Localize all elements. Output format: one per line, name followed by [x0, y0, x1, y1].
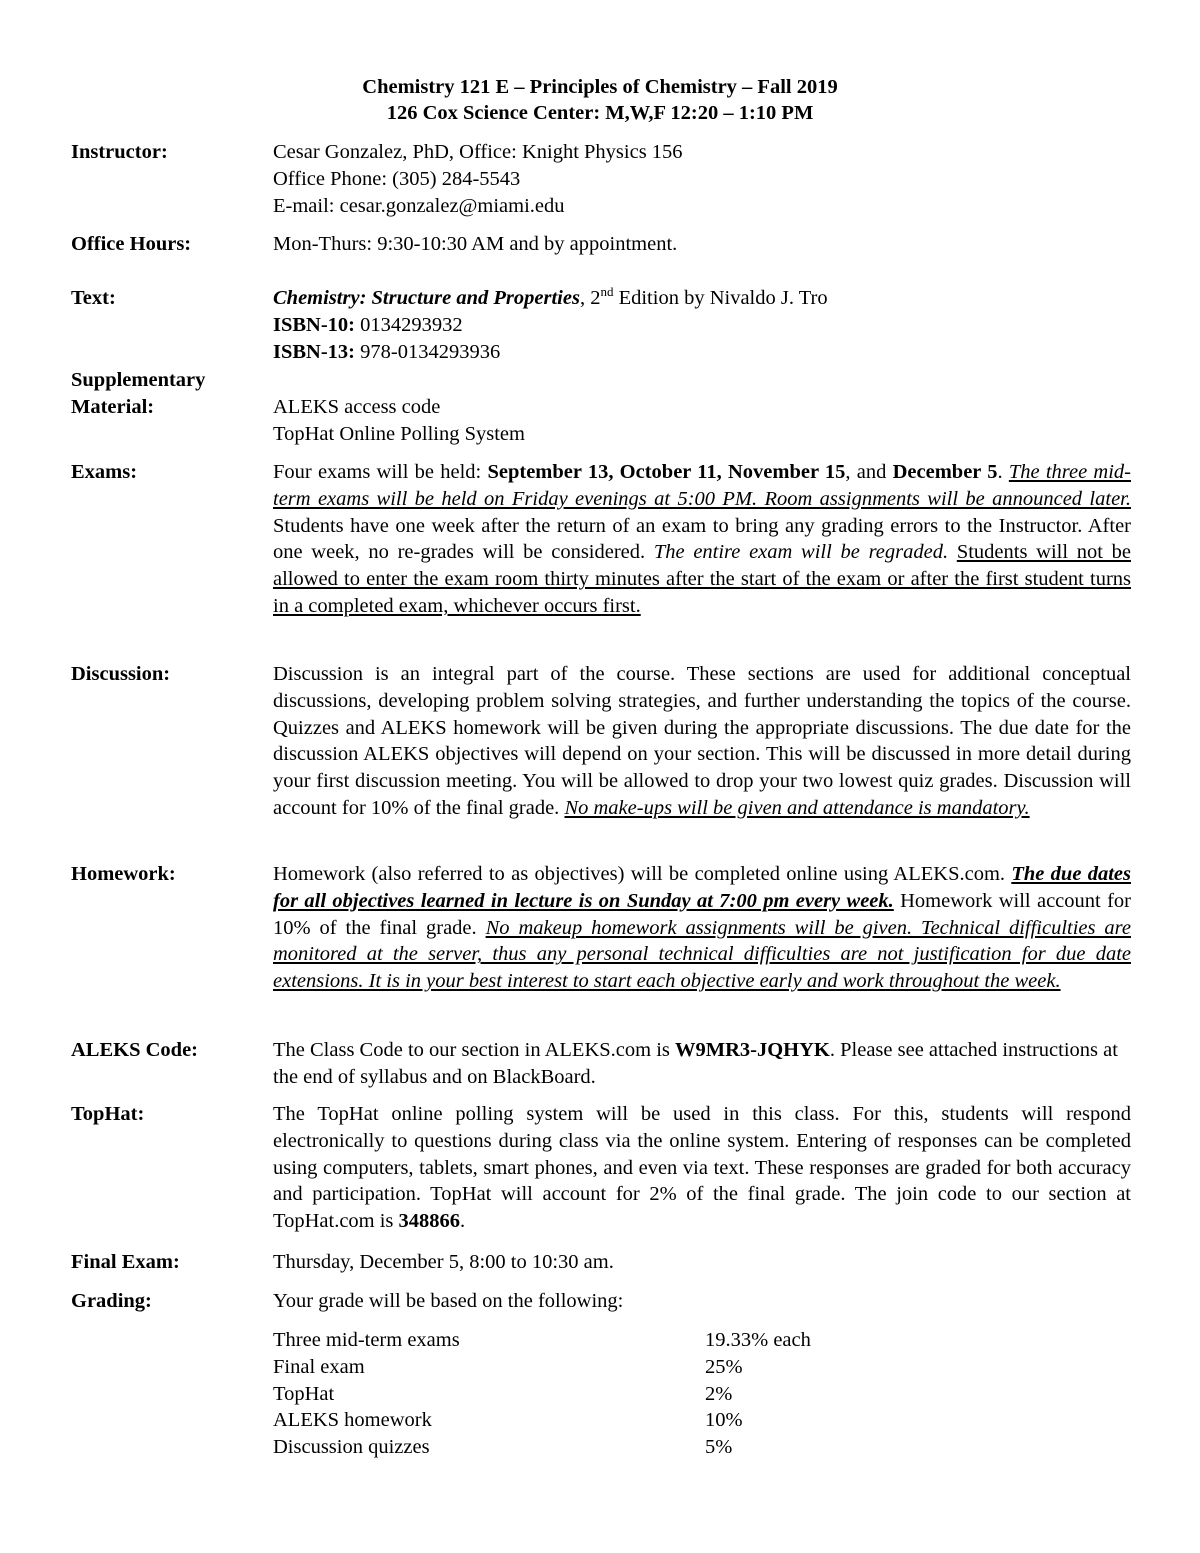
exam-date-last: December 5 — [892, 461, 998, 483]
homework-policy: No makeup homework assignments will be given. Technical difficulties are monitored at the server, thus any personal technical difficulties are not justification for due date extensions. It is in your best interest to start each objective early and work throughout the week. — [273, 916, 1131, 993]
grading-item-weight: 19.33% each — [705, 1329, 811, 1351]
exams-and: , and — [845, 461, 893, 483]
exams-intro: Four exams will be held: — [273, 461, 488, 483]
course-location: 126 Cox Science Center: M,W,F 12:20 – 1:10 PM — [386, 102, 814, 124]
grading-row — [273, 1407, 1131, 1434]
exams-period: . — [997, 461, 1009, 483]
supplementary-item-tophat: TopHat Online Polling System — [273, 422, 525, 445]
grading-item-name: TopHat — [273, 1382, 335, 1405]
tophat-period: . — [460, 1210, 466, 1233]
exams-late-rule: Students will not be allowed to enter the exam room thirty minutes after the start of the exam or after the first student turns in a completed exam, whichever occurs first. — [273, 541, 1131, 617]
discussion-text — [273, 661, 1131, 822]
office-hours-label: Office Hours: — [71, 233, 192, 255]
grading-item-name: Three mid-term exams — [273, 1329, 460, 1351]
grading-item-name: Discussion quizzes — [273, 1436, 430, 1459]
grading-row — [273, 1327, 1131, 1354]
aleks-code-intro: The Class Code to our section in ALEKS.com is — [273, 1039, 675, 1061]
syllabus-header — [0, 74, 1200, 126]
discussion-description: Discussion is an integral part of the course. These sections are used for additional conceptual discussions, developing problem solving strategies, and further understanding the topics of the course. Quizzes and ALEKS homework will be given during the appropriate discussions. The due date for the discussion ALEKS objectives will depend on your section. This will be discussed in more detail during your first discussion meeting. You will be allowed to drop your two lowest quiz grades. Discussion will account for 10% of the final grade. — [273, 663, 1131, 819]
isbn13-label: ISBN-13: — [273, 340, 356, 363]
grading-row — [273, 1381, 1131, 1408]
grading-label: Grading: — [71, 1290, 152, 1312]
exams-label: Exams: — [71, 461, 138, 483]
exam-dates: September 13, October 11, November 15 — [487, 461, 846, 483]
textbook-edition-num: , 2 — [579, 287, 601, 309]
aleks-code-text — [273, 1037, 1131, 1091]
course-title: Chemistry 121 E – Principles of Chemistry – Fall 2019 — [362, 76, 838, 98]
discussion-label: Discussion: — [71, 663, 171, 685]
isbn13-value: 978-0134293936 — [355, 340, 501, 363]
supplementary-items — [273, 394, 1131, 448]
grading-item-name: Final exam — [273, 1355, 365, 1378]
final-exam-text: Thursday, December 5, 8:00 to 10:30 am. — [273, 1251, 614, 1273]
homework-weight: Homework will account for 10% of the final grade. — [273, 889, 1131, 939]
textbook-edition-sup: nd — [600, 284, 614, 300]
office-hours-text: Mon-Thurs: 9:30-10:30 AM and by appointment. — [273, 233, 678, 255]
tophat-description: The TopHat online polling system will be used in this class. For this, students will respond electronically to questions during class via the online system. Entering of responses can be completed using computers, tablets, smart phones, and even via text. These responses are graded for both accuracy and participation. TopHat will account for 2% of the final grade. The join code to our section at TopHat.com is — [273, 1103, 1131, 1233]
supplementary-label-line1: Supplementary — [71, 369, 206, 391]
tophat-label: TopHat: — [71, 1103, 145, 1125]
textbook-edition-rest: Edition by Nivaldo J. Tro — [613, 287, 828, 309]
grading-row — [273, 1354, 1131, 1381]
discussion-policy: No make-ups will be given and attendance is mandatory. — [564, 796, 1030, 819]
homework-text — [273, 861, 1131, 995]
aleks-code-instructions: . Please see attached instructions at the end of syllabus and on BlackBoard. — [273, 1039, 1118, 1088]
exams-entire-regrade: The entire exam will be regraded. — [653, 541, 949, 564]
textbook-title-line — [273, 285, 1131, 312]
isbn10-value: 0134293932 — [355, 313, 463, 336]
supplementary-label — [71, 367, 205, 421]
textbook-title: Chemistry: Structure and Properties — [273, 287, 580, 309]
homework-label: Homework: — [71, 863, 176, 885]
grading-item-weight: 2% — [705, 1382, 733, 1405]
instructor-email: E-mail: cesar.gonzalez@miami.edu — [273, 194, 565, 217]
textbook-info — [273, 285, 1131, 365]
isbn13-line — [273, 339, 1131, 366]
homework-due-dates: The due dates for all objectives learned in lecture is on Sunday at 7:00 pm every week. — [273, 863, 1132, 912]
grading-intro: Your grade will be based on the following: — [273, 1290, 624, 1312]
instructor-name-office: Cesar Gonzalez, PhD, Office: Knight Physics 156 — [273, 141, 683, 163]
exams-regrade-policy: Students have one week after the return of an exam to bring any grading errors to the Instructor. After one week, no re-grades will be considered. — [273, 514, 1131, 564]
homework-intro: Homework (also referred to as objectives) will be completed online using ALEKS.com. — [273, 863, 1012, 885]
text-label: Text: — [71, 287, 116, 309]
exams-midterm-notice: The three mid-term exams will be held on Friday evenings at 5:00 PM. Room assignments will be announced later. — [273, 461, 1132, 510]
aleks-code-label: ALEKS Code: — [71, 1039, 199, 1061]
exams-space — [948, 541, 957, 563]
instructor-phone: Office Phone: (305) 284-5543 — [273, 167, 521, 190]
isbn10-label: ISBN-10: — [273, 313, 356, 336]
grading-table — [273, 1327, 1131, 1461]
tophat-text — [273, 1101, 1131, 1235]
grading-row — [273, 1434, 1131, 1461]
tophat-join-code: 348866 — [398, 1210, 461, 1233]
instructor-label: Instructor: — [71, 141, 168, 163]
supplementary-item-aleks: ALEKS access code — [273, 396, 441, 418]
supplementary-label-line2: Material: — [71, 395, 155, 418]
instructor-info — [273, 139, 1131, 219]
aleks-class-code: W9MR3-JQHYK — [675, 1039, 830, 1061]
grading-item-weight: 5% — [705, 1436, 733, 1459]
grading-item-weight: 25% — [705, 1355, 743, 1378]
grading-item-weight: 10% — [705, 1409, 743, 1432]
isbn10-line — [273, 312, 1131, 339]
final-exam-label: Final Exam: — [71, 1251, 180, 1273]
grading-item-name: ALEKS homework — [273, 1409, 432, 1432]
exams-text — [273, 459, 1131, 620]
